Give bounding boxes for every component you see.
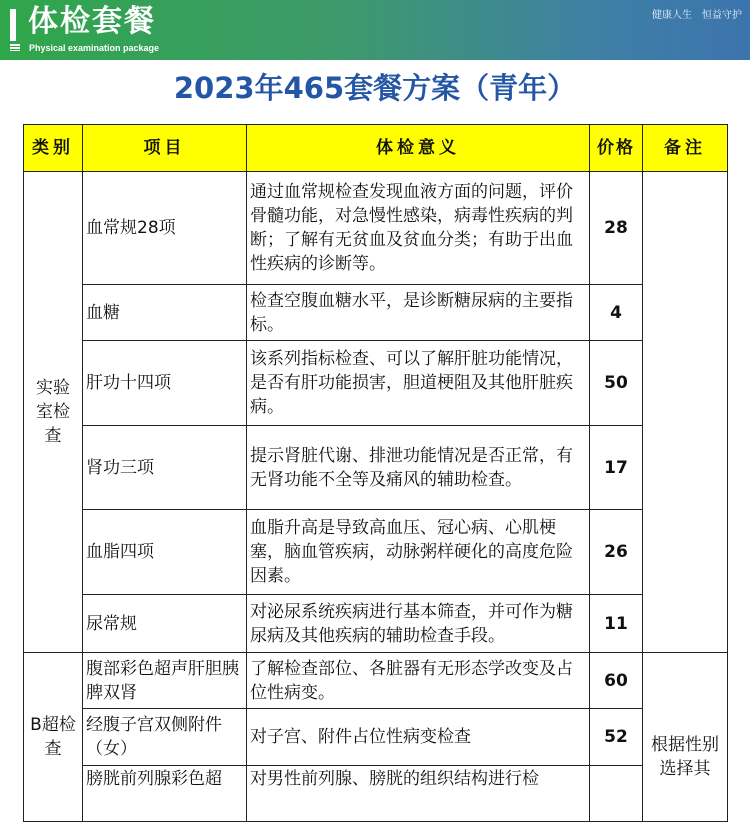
price-cell <box>590 766 643 822</box>
meaning-cell: 对子宫、附件占位性病变检查 <box>247 709 590 766</box>
banner-lines-icon <box>10 44 20 51</box>
banner-subtitle: Physical examination package <box>29 43 160 53</box>
meaning-cell: 了解检查部位、各脏器有无形态学改变及占位性病变。 <box>247 653 590 709</box>
banner-accent-bar <box>10 9 16 41</box>
table-row <box>24 653 728 709</box>
table-row <box>24 172 728 285</box>
table-row <box>24 595 728 653</box>
item-cell: 肾功三项 <box>83 426 247 510</box>
table-row <box>24 709 728 766</box>
meaning-cell: 对男性前列腺、膀胱的组织结构进行检 <box>247 766 590 822</box>
header-price: 价格 <box>590 125 643 172</box>
meaning-cell: 检查空腹血糖水平，是诊断糖尿病的主要指标。 <box>247 285 590 341</box>
price-cell: 4 <box>590 285 643 341</box>
table-header-row <box>24 125 728 172</box>
table-row <box>24 766 728 822</box>
header-category: 类别 <box>24 125 83 172</box>
banner-slogan: 健康人生 恒益守护 <box>652 10 742 21</box>
item-cell: 血脂四项 <box>83 510 247 595</box>
item-cell: 肝功十四项 <box>83 341 247 426</box>
price-cell: 17 <box>590 426 643 510</box>
package-table <box>23 124 728 822</box>
meaning-cell: 通过血常规检查发现血液方面的问题，评价骨髓功能，对急慢性感染，病毒性疾病的判断；了解有无贫血及贫血分类；有助于出血性疾病的诊断等。 <box>247 172 590 285</box>
note-cell <box>643 172 728 653</box>
table-row <box>24 341 728 426</box>
price-cell: 26 <box>590 510 643 595</box>
category-cell: B超检查 <box>24 653 83 822</box>
banner-title: 体检套餐 <box>28 4 156 39</box>
table-row <box>24 426 728 510</box>
note-cell: 根据性别选择其 <box>643 653 728 822</box>
meaning-cell: 血脂升高是导致高血压、冠心病、心肌梗塞，脑血管疾病，动脉粥样硬化的高度危险因素。 <box>247 510 590 595</box>
price-cell: 60 <box>590 653 643 709</box>
meaning-cell: 对泌尿系统疾病进行基本筛查，并可作为糖尿病及其他疾病的辅助检查手段。 <box>247 595 590 653</box>
header-meaning: 体检意义 <box>247 125 590 172</box>
category-cell: 实验室检查 <box>24 172 83 653</box>
item-cell: 血糖 <box>83 285 247 341</box>
item-cell: 膀胱前列腺彩色超 <box>83 766 247 822</box>
header-note: 备注 <box>643 125 728 172</box>
price-cell: 50 <box>590 341 643 426</box>
header-item: 项目 <box>83 125 247 172</box>
table-row <box>24 510 728 595</box>
item-cell: 经腹子宫双侧附件（女） <box>83 709 247 766</box>
price-cell: 52 <box>590 709 643 766</box>
page-title: 2023年465套餐方案（青年） <box>173 71 577 105</box>
meaning-cell: 该系列指标检查、可以了解肝脏功能情况，是否有肝功能损害，胆道梗阻及其他肝脏疾病。 <box>247 341 590 426</box>
meaning-cell: 提示肾脏代谢、排泄功能情况是否正常，有无肾功能不全等及痛风的辅助检查。 <box>247 426 590 510</box>
item-cell: 尿常规 <box>83 595 247 653</box>
header-banner <box>0 0 750 60</box>
price-cell: 28 <box>590 172 643 285</box>
item-cell: 腹部彩色超声肝胆胰脾双肾 <box>83 653 247 709</box>
price-cell: 11 <box>590 595 643 653</box>
table-row <box>24 285 728 341</box>
item-cell: 血常规28项 <box>83 172 247 285</box>
